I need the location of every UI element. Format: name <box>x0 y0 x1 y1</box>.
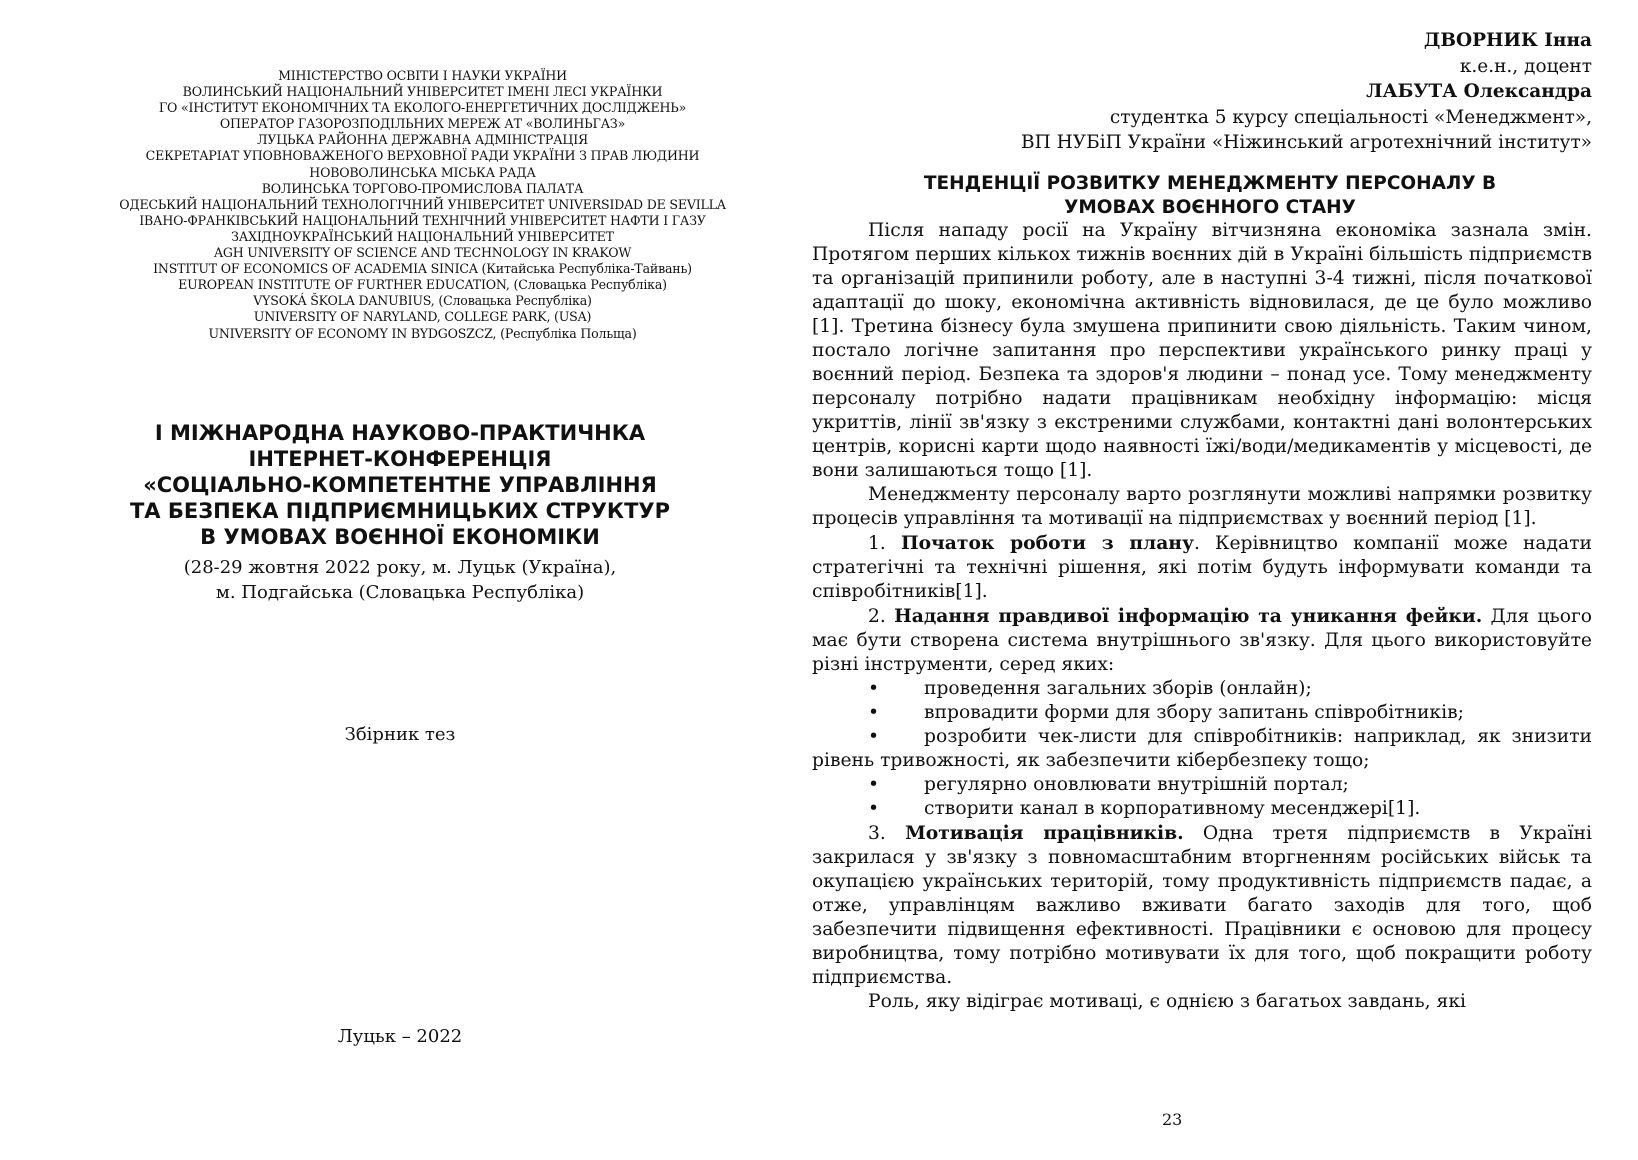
article-title-line: ТЕНДЕНЦІЇ РОЗВИТКУ МЕНЕДЖМЕНТУ ПЕРСОНАЛУ В <box>923 173 1497 194</box>
author-name: ЛАБУТА Олександра <box>1366 81 1592 102</box>
bullet-text: регулярно оновлювати внутрішній портал; <box>924 774 1349 795</box>
bullet-icon: • <box>868 774 880 795</box>
conference-title-line: ІНТЕРНЕТ-КОНФЕРЕНЦІЯ <box>248 447 552 471</box>
article-body <box>812 219 1592 1014</box>
page-number: 23 <box>1162 1110 1183 1129</box>
bullet-item <box>812 701 1592 725</box>
bullet-icon: • <box>868 726 880 747</box>
organizer-line: ВОЛИНСЬКА ТОРГОВО-ПРОМИСЛОВА ПАЛАТА <box>261 180 584 196</box>
numbered-item <box>812 821 1592 990</box>
numbered-item <box>812 604 1592 677</box>
paragraph: Роль, яку відіграє мотиваці, є однією з багатьох завдань, які <box>868 991 1466 1012</box>
item-text: Для цього має бути створена система внутрішнього зв'язку. Для цього використовуйте різні інструменти, серед яких: <box>812 606 1593 675</box>
bullet-text: створити канал в корпоративному месенджері[1]. <box>924 798 1421 819</box>
organizer-line: UNIVERSITY OF NARYLAND, COLLEGE PARK, (USA) <box>253 309 592 325</box>
bullet-icon: • <box>868 678 880 699</box>
organizer-line: НОВОВОЛИНСЬКА МІСЬКА РАДА <box>309 164 536 180</box>
item-heading: Надання правдивої інформацію та уникання фейки. <box>894 605 1483 627</box>
paragraph: Менеджменту персоналу варто розглянути можливі напрямки розвитку процесів управління та мотивації на підприємствах у воєнний період [1]. <box>812 484 1592 529</box>
organizer-line: ОПЕРАТОР ГАЗОРОЗПОДІЛЬНИХ МЕРЕЖ АТ «ВОЛИНЬГАЗ» <box>219 116 626 132</box>
item-number: 2. <box>868 606 886 627</box>
article-title <box>840 172 1580 220</box>
item-text: . Керівництво компанії може надати стратегічні та технічні рішення, які потім будуть інформувати команди та співробітників[1]. <box>812 533 1592 602</box>
author-degree: к.е.н., доцент <box>1459 55 1592 77</box>
author-name: ДВОРНИК Інна <box>1423 30 1592 51</box>
item-number: 3. <box>868 823 886 844</box>
conference-place-line: м. Подгайська (Словацька Республіка) <box>215 582 585 603</box>
conference-title <box>110 420 690 550</box>
author-affiliation: студентка 5 курсу спеціальності «Менеджмент», <box>1109 106 1592 128</box>
conference-subtitle <box>110 555 690 605</box>
right-page <box>800 0 1638 1160</box>
conference-title-line: І МІЖНАРОДНА НАУКОВО-ПРАКТИЧНКА <box>154 421 646 445</box>
bullet-icon: • <box>868 702 880 723</box>
organizer-line: AGH UNIVERSITY OF SCIENCE AND TECHNOLOGY IN KRAKOW <box>213 245 632 261</box>
collection-label: Збірник тез <box>344 724 456 745</box>
organizer-line: СЕКРЕТАРІАТ УПОВНОВАЖЕНОГО ВЕРХОВНОЇ РАДИ УКРАЇНИ З ПРАВ ЛЮДИНИ <box>145 148 700 164</box>
organizer-line: ІВАНО-ФРАНКІВСЬКИЙ НАЦІОНАЛЬНИЙ ТЕХНІЧНИЙ УНІВЕРСИТЕТ НАФТИ І ГАЗУ <box>139 212 706 228</box>
item-heading: Мотивація працівників. <box>905 822 1184 844</box>
left-page <box>0 0 800 1160</box>
item-heading: Початок роботи з плану <box>900 532 1194 554</box>
bullet-text: розробити чек-листи для співробітників: наприклад, як знизити рівень тривожності, як забезпечити кібербезпеку тощо; <box>812 726 1592 771</box>
conference-title-line: В УМОВАХ ВОЄННОЇ ЕКОНОМІКИ <box>200 525 600 549</box>
paragraph: Після нападу росії на Україну вітчизняна економіка зазнала змін. Протягом перших кількох тижнів воєнних дій в Україні більшість підприємств та організацій припинили роботу, але в наступні 3-4 тижні, після початкової адаптації до шоку, економічна активність відновилася, де це було можливо [1]. Третина бізнесу була змушена припинити свою діяльність. Таким чином, постало логічне запитання про перспективи українського ринку праці у воєнний період. Безпека та здоров'я людини – понад усе. Тому менеджменту персоналу потрібно надати працівникам необхідну інформацію: місця укриттів, лінії зв'язку з екстреними службами, контактні дані волонтерських центрів, корисні карти щодо наявності їжі/води/медикаментів у місцевості, де вони залишаються тощо [1]. <box>812 220 1592 481</box>
bullet-item <box>812 797 1592 821</box>
item-text: Одна третя підприємств в Україні закрилася у зв'язку з повномасштабним вторгненням російських військ та окупацією українських територій, тому продуктивність підприємств падає, а отже, управлінцям важливо вживати багато заходів для того, щоб забезпечити підвищення ефективності. Працівники є основою для процесу виробництва, тому потрібно мотивувати їх для того, щоб покращити роботу підприємства. <box>812 823 1592 988</box>
numbered-item <box>812 531 1592 604</box>
bullet-item <box>812 677 1592 701</box>
organizer-line: INSTITUT OF ECONOMICS OF ACADEMIA SINICA (Китайська Республіка-Тайвань) <box>153 261 692 277</box>
bullet-item <box>812 725 1592 773</box>
author-affiliation: ВП НУБіП України «Ніжинський агротехнічний інститут» <box>1021 132 1592 153</box>
item-number: 1. <box>868 533 886 554</box>
bullet-text: проведення загальних зборів (онлайн); <box>924 678 1312 699</box>
bullet-icon: • <box>868 798 880 819</box>
city-year: Луцьк – 2022 <box>337 1026 463 1047</box>
organizer-line: UNIVERSITY OF ECONOMY IN BYDGOSZCZ, (Республіка Польща) <box>208 325 637 341</box>
organizer-line: МІНІСТЕРСТВО ОСВІТИ І НАУКИ УКРАЇНИ <box>278 68 567 83</box>
organizer-line: ОДЕСЬКИЙ НАЦІОНАЛЬНИЙ ТЕХНОЛОГІЧНИЙ УНІВЕРСИТЕТ UNIVERSIDAD DE SEVILLA <box>119 196 726 212</box>
organizer-line: ВОЛИНСЬКИЙ НАЦІОНАЛЬНИЙ УНІВЕРСИТЕТ ІМЕНІ ЛЕСІ УКРАЇНКИ <box>182 84 663 100</box>
conference-title-line: «СОЦІАЛЬНО-КОМПЕТЕНТНЕ УПРАВЛІННЯ <box>143 473 657 497</box>
organizer-line: ГО «ІНСТИТУТ ЕКОНОМІЧНИХ ТА ЕКОЛОГО-ЕНЕРГЕТИЧНИХ ДОСЛІДЖЕНЬ» <box>158 100 687 116</box>
organizer-line: EUROPEAN INSTITUTE OF FURTHER EDUCATION, (Словацька Республіка) <box>178 277 667 293</box>
conference-title-line: ТА БЕЗПЕКА ПІДПРИЄМНИЦЬКИХ СТРУКТУР <box>129 499 671 523</box>
organizer-line: VYSOKÁ ŠKOLA DANUBIUS, (Словацька Республіка) <box>253 293 592 309</box>
organizer-list <box>55 68 790 342</box>
organizer-line: ЛУЦЬКА РАЙОННА ДЕРЖАВНА АДМІНІСТРАЦІЯ <box>257 132 588 148</box>
bullet-text: впровадити форми для збору запитань співробітників; <box>924 702 1464 723</box>
conference-date-line: (28-29 жовтня 2022 року, м. Луцьк (Україна), <box>183 557 617 578</box>
bullet-item <box>812 773 1592 797</box>
article-title-line: УМОВАХ ВОЄННОГО СТАНУ <box>1064 197 1356 218</box>
author-block <box>1021 28 1592 156</box>
organizer-line: ЗАХІДНОУКРАЇНСЬКИЙ НАЦІОНАЛЬНИЙ УНІВЕРСИТЕТ <box>231 228 614 244</box>
